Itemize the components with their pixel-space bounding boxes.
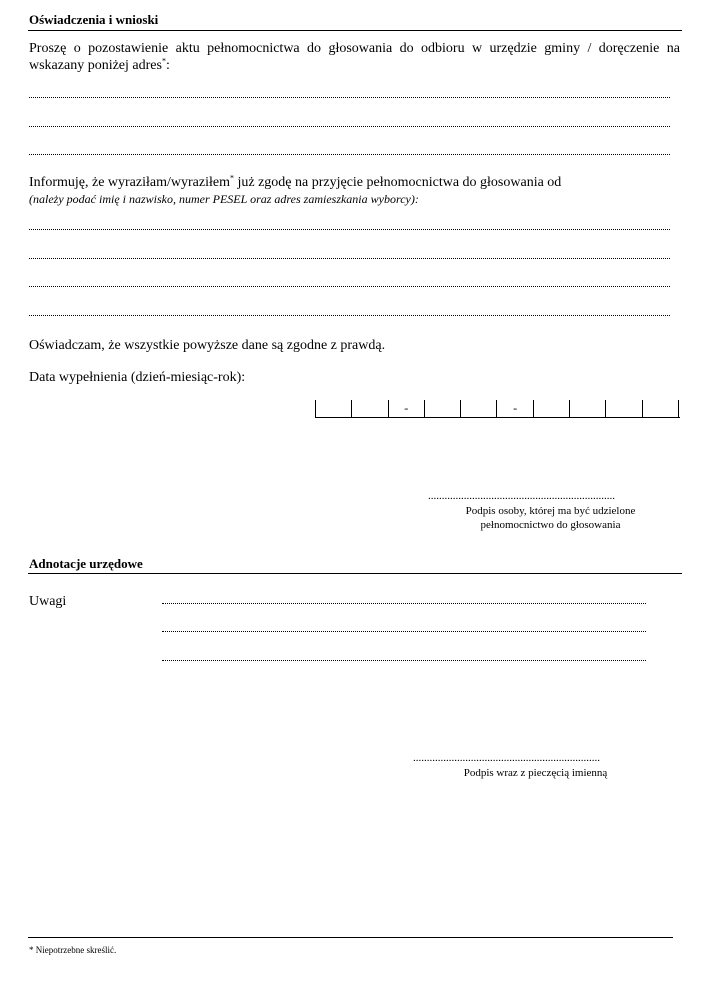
address-line-2[interactable] — [29, 126, 670, 127]
voter-line-3[interactable] — [29, 286, 670, 287]
footnote-mark: * — [229, 173, 234, 183]
remarks-line-1[interactable] — [162, 603, 646, 604]
address-request-colon: : — [165, 58, 170, 73]
footnote-text: * Niepotrzebne skreślić. — [29, 945, 117, 955]
address-request-text: Proszę o pozostawienie aktu pełnomocnictwa do głosowania do odbioru w urzędzie gminy / doręczenie na wskazany poniżej adres — [29, 41, 680, 73]
consent-hint: (należy podać imię i nazwisko, numer PESEL oraz adres zamieszkania wyborcy): — [29, 192, 419, 206]
declaration-text: Oświadczam, że wszystkie powyższe dane są zgodne z prawdą. — [29, 338, 386, 353]
signature-line-official[interactable]: .................................................................... — [413, 752, 600, 764]
signature-line-applicant[interactable]: .................................................................... — [428, 490, 615, 502]
signature-caption-applicant-1: Podpis osoby, której ma być udzielone — [465, 505, 636, 517]
date-separator: - — [496, 400, 532, 417]
footnote-mark: * — [161, 56, 166, 66]
address-line-3[interactable] — [29, 154, 670, 155]
section-divider — [28, 573, 682, 574]
voter-line-2[interactable] — [29, 258, 670, 259]
date-separator: - — [388, 400, 424, 417]
date-input-boxes[interactable] — [315, 400, 679, 417]
section-title-official-notes: Adnotacje urzędowe — [29, 556, 143, 571]
date-digit-box[interactable] — [642, 400, 679, 417]
voter-line-4[interactable] — [29, 315, 670, 316]
remarks-line-3[interactable] — [162, 660, 646, 661]
address-request-paragraph — [29, 40, 680, 74]
date-label: Data wypełnienia (dzień-miesiąc-rok): — [29, 370, 246, 385]
address-line-1[interactable] — [29, 97, 670, 98]
section-divider — [28, 30, 682, 31]
date-digit-box[interactable] — [605, 400, 641, 417]
date-digit-box[interactable] — [569, 400, 605, 417]
consent-text-a: Informuję, że wyraziłam/wyraziłem — [29, 175, 230, 190]
signature-caption-official: Podpis wraz z pieczęcią imienną — [463, 767, 608, 779]
footnote-divider — [28, 937, 673, 938]
date-digit-box[interactable] — [460, 400, 496, 417]
voter-line-1[interactable] — [29, 229, 670, 230]
consent-text-b: już zgodę na przyjęcie pełnomocnictwa do głosowania od — [233, 175, 562, 190]
signature-caption-applicant-2: pełnomocnictwo do głosowania — [480, 519, 621, 531]
date-digit-box[interactable] — [351, 400, 387, 417]
section-title-statements: Oświadczenia i wnioski — [29, 12, 159, 27]
remarks-label: Uwagi — [29, 594, 67, 609]
date-digit-box[interactable] — [424, 400, 460, 417]
date-box-bottom — [315, 417, 680, 418]
date-digit-box[interactable] — [315, 400, 351, 417]
remarks-line-2[interactable] — [162, 631, 646, 632]
consent-paragraph — [29, 174, 689, 191]
date-digit-box[interactable] — [533, 400, 569, 417]
